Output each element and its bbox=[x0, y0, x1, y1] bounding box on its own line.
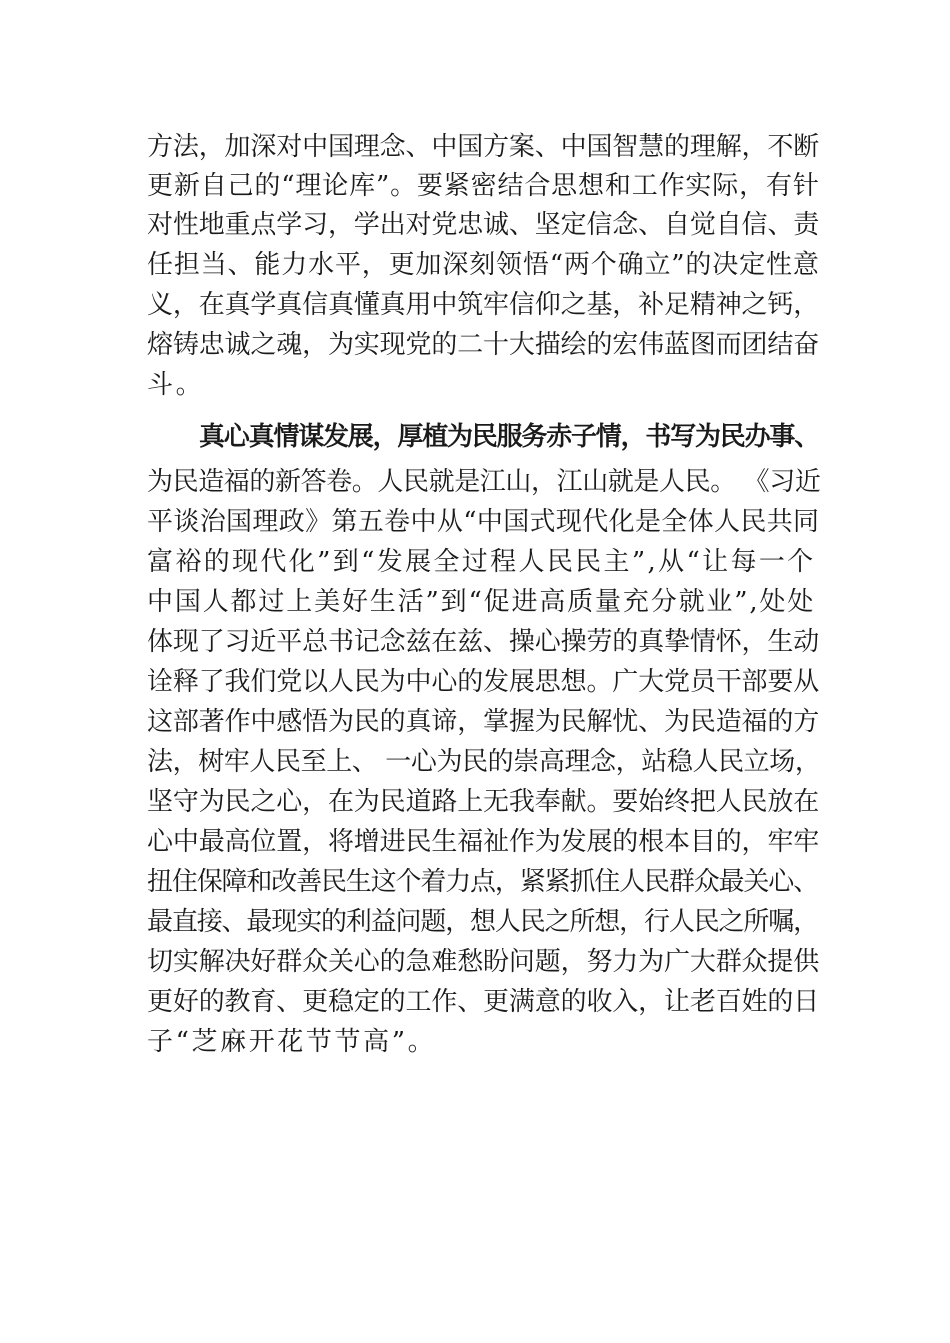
paragraph2-line: 中国人都过上美好生活”到“促进高质量充分就业”,处处 bbox=[147, 587, 816, 617]
paragraph2-line: 心中最高位置，将增进民生福祉作为发展的根本目的，牢牢 bbox=[147, 827, 820, 857]
paragraph2-line: 法，树牢人民至上、 一心为民的崇高理念，站稳人民立场， bbox=[147, 747, 821, 777]
paragraph2-line: 切实解决好群众关心的急难愁盼问题，努力为广大群众提供 bbox=[147, 947, 820, 977]
paragraph1-line: 方法，加深对中国理念、中国方案、中国智慧的理解，不断 bbox=[147, 132, 820, 162]
paragraph2-line: 这部著作中感悟为民的真谛，掌握为民解忧、为民造福的方 bbox=[147, 707, 820, 737]
paragraph2-line: 为民造福的新答卷。人民就是江山，江山就是人民。 《习近 bbox=[147, 467, 821, 497]
paragraph2-line: 诠释了我们党以人民为中心的发展思想。广大党员干部要从 bbox=[147, 667, 820, 697]
paragraph2-heading: 真心真情谋发展，厚植为民服务赤子情，书写为民办事、 bbox=[199, 422, 820, 452]
paragraph1-line: 更新自己的“理论库”。要紧密结合思想和工作实际，有针 bbox=[147, 171, 820, 201]
paragraph2-line: 富裕的现代化”到“发展全过程人民民主”,从“让每一个 bbox=[147, 547, 816, 577]
paragraph2-line: 最直接、最现实的利益问题，想人民之所想，行人民之所嘱， bbox=[147, 907, 818, 937]
paragraph2-line: 更好的教育、更稳定的工作、更满意的收入，让老百姓的日 bbox=[147, 987, 820, 1017]
paragraph1-line: 熔铸忠诚之魂，为实现党的二十大描绘的宏伟蓝图而团结奋 bbox=[147, 330, 820, 360]
paragraph2-line: 平谈治国理政》第五卷中从“中国式现代化是全体人民共同 bbox=[147, 507, 820, 537]
paragraph2-line: 扭住保障和改善民生这个着力点，紧紧抓住人民群众最关心、 bbox=[147, 867, 818, 897]
paragraph1-line: 对性地重点学习，学出对党忠诚、坚定信念、自觉自信、责 bbox=[147, 210, 820, 240]
paragraph2-line: 子“芝麻开花节节高”。 bbox=[147, 1027, 437, 1057]
paragraph2-line: 坚守为民之心，在为民道路上无我奉献。要始终把人民放在 bbox=[147, 787, 820, 817]
paragraph2-line: 体现了习近平总书记念兹在兹、操心操劳的真挚情怀，生动 bbox=[147, 627, 820, 657]
paragraph1-line: 任担当、能力水平，更加深刻领悟“两个确立”的决定性意 bbox=[147, 250, 820, 280]
paragraph1-line: 义，在真学真信真懂真用中筑牢信仰之基，补足精神之钙， bbox=[147, 290, 820, 320]
paragraph1-line: 斗。 bbox=[147, 370, 205, 400]
